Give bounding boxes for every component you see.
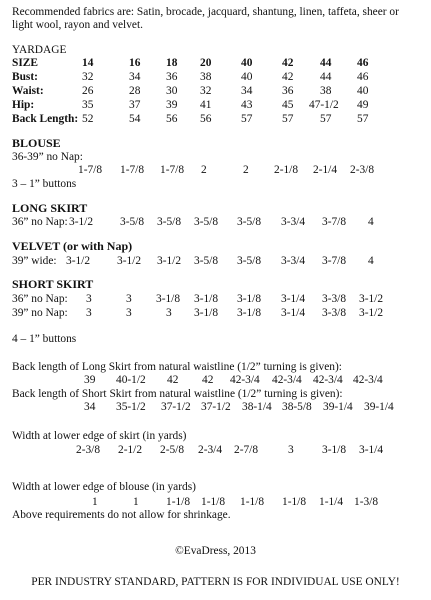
size-cell: 44 xyxy=(320,57,332,69)
velvet-cell: 3-5/8 xyxy=(237,255,262,267)
velvet-cell: 3-1/2 xyxy=(157,255,182,267)
width-skirt-row xyxy=(12,444,422,457)
back-short-cell: 37-1/2 xyxy=(201,401,231,413)
back-length-cell: 57 xyxy=(357,113,369,125)
waist-cell: 40 xyxy=(357,85,369,97)
yardage-title: YARDAGE xyxy=(12,44,67,56)
short-skirt-cell: 3 xyxy=(86,293,92,305)
blouse-cell: 1-7/8 xyxy=(78,164,103,176)
blouse-buttons: 3 – 1” buttons xyxy=(12,178,77,190)
copyright: ©EvaDress, 2013 xyxy=(175,545,256,557)
hip-cell: 39 xyxy=(166,99,178,111)
long-skirt-cell: 3-5/8 xyxy=(237,216,262,228)
waist-cell: 34 xyxy=(241,85,253,97)
velvet-cell: 3-1/2 xyxy=(66,255,91,267)
width-skirt-cell: 2-7/8 xyxy=(234,444,259,456)
shrinkage-note: Above requirements do not allow for shrinkage. xyxy=(12,509,231,521)
bust-cell: 34 xyxy=(129,71,141,83)
long-skirt-heading: LONG SKIRT xyxy=(12,201,88,215)
blouse-cell: 1-7/8 xyxy=(120,164,145,176)
bust-cell: 42 xyxy=(282,71,294,83)
short-skirt-cell: 3 xyxy=(126,293,132,305)
back-short-cell: 37-1/2 xyxy=(161,401,191,413)
back-long-cell: 40-1/2 xyxy=(116,374,146,386)
width-skirt-cell: 2-1/2 xyxy=(118,444,143,456)
back-long-cell: 42-3/4 xyxy=(353,374,383,386)
bust-row xyxy=(12,71,422,84)
velvet-cell: 4 xyxy=(368,255,374,267)
short-skirt-cell: 3 xyxy=(166,307,172,319)
back-short-cell: 39-1/4 xyxy=(323,401,353,413)
hip-cell: 49 xyxy=(357,99,369,111)
bust-cell: 36 xyxy=(166,71,178,83)
blouse-cell: 2 xyxy=(201,164,207,176)
width-blouse-cell: 1 xyxy=(133,496,139,508)
blouse-cell: 2-3/8 xyxy=(350,164,375,176)
bust-cell: 32 xyxy=(82,71,94,83)
size-cell: 14 xyxy=(82,57,94,69)
blouse-cell: 2 xyxy=(243,164,249,176)
width-blouse-text: Width at lower edge of blouse (in yards) xyxy=(12,481,196,493)
back-long-cell: 42 xyxy=(167,374,179,386)
short-skirt-cell: 3 xyxy=(126,307,132,319)
short-skirt-cell: 3-1/2 xyxy=(359,293,384,305)
hip-label: Hip: xyxy=(12,99,35,111)
short-skirt-cell: 3-1/8 xyxy=(194,307,219,319)
waist-cell: 30 xyxy=(166,85,178,97)
back-length-cell: 57 xyxy=(320,113,332,125)
short-skirt-cell: 3-1/8 xyxy=(237,307,262,319)
blouse-cell: 1-7/8 xyxy=(160,164,185,176)
velvet-row xyxy=(12,255,422,268)
width-blouse-cell: 1-1/4 xyxy=(319,496,344,508)
bust-cell: 40 xyxy=(241,71,253,83)
velvet-cell: 3-3/4 xyxy=(281,255,306,267)
width-skirt-text: Width at lower edge of skirt (in yards) xyxy=(12,430,187,442)
blouse-values-row xyxy=(12,164,422,177)
back-length-cell: 54 xyxy=(129,113,141,125)
blouse-cell: 2-1/4 xyxy=(313,164,338,176)
usage-notice: PER INDUSTRY STANDARD, PATTERN IS FOR INDIVIDUAL USE ONLY! xyxy=(31,576,400,588)
hip-cell: 47-1/2 xyxy=(309,99,339,111)
blouse-cell: 2-1/8 xyxy=(274,164,299,176)
back-short-cell: 34 xyxy=(84,401,96,413)
long-skirt-cell: 3-5/8 xyxy=(120,216,145,228)
short-skirt-cell: 3-3/8 xyxy=(322,307,347,319)
back-short-row xyxy=(12,401,422,414)
width-skirt-cell: 2-3/8 xyxy=(76,444,101,456)
waist-cell: 32 xyxy=(200,85,212,97)
size-cell: 16 xyxy=(129,57,141,69)
back-long-cell: 42-3/4 xyxy=(313,374,343,386)
back-length-row xyxy=(12,113,422,126)
back-short-cell: 39-1/4 xyxy=(364,401,394,413)
waist-cell: 26 xyxy=(82,85,94,97)
back-short-text: Back length of Short Skirt from natural waistline (1/2” turning is given): xyxy=(12,388,343,400)
back-length-cell: 52 xyxy=(82,113,94,125)
bust-label: Bust: xyxy=(12,71,38,83)
short-skirt-label: 39” no Nap: xyxy=(12,307,68,319)
back-long-row xyxy=(12,374,422,387)
bust-cell: 44 xyxy=(320,71,332,83)
back-length-cell: 56 xyxy=(166,113,178,125)
velvet-heading: VELVET (or with Nap) xyxy=(12,239,133,253)
hip-row xyxy=(12,99,422,112)
long-skirt-row xyxy=(12,216,422,229)
back-long-cell: 39 xyxy=(84,374,96,386)
velvet-cell: 3-5/8 xyxy=(194,255,219,267)
waist-cell: 36 xyxy=(282,85,294,97)
size-cell: 46 xyxy=(357,57,369,69)
bust-cell: 38 xyxy=(200,71,212,83)
hip-cell: 41 xyxy=(200,99,212,111)
width-skirt-cell: 3-1/8 xyxy=(322,444,347,456)
back-length-label: Back Length: xyxy=(12,113,79,125)
velvet-cell: 3-1/2 xyxy=(117,255,142,267)
width-blouse-row xyxy=(12,496,422,509)
long-skirt-label: 36” no Nap: xyxy=(12,216,68,228)
short-skirt-row xyxy=(12,307,422,320)
back-short-cell: 38-1/4 xyxy=(242,401,272,413)
width-blouse-cell: 1-3/8 xyxy=(354,496,379,508)
velvet-cell: 3-7/8 xyxy=(322,255,347,267)
width-skirt-cell: 3-1/4 xyxy=(359,444,384,456)
blouse-heading: BLOUSE xyxy=(12,136,61,150)
short-skirt-heading: SHORT SKIRT xyxy=(12,277,94,291)
width-blouse-cell: 1 xyxy=(92,496,98,508)
back-short-cell: 38-5/8 xyxy=(282,401,312,413)
width-blouse-cell: 1-1/8 xyxy=(166,496,191,508)
back-length-cell: 57 xyxy=(282,113,294,125)
long-skirt-cell: 3-5/8 xyxy=(157,216,182,228)
waist-label: Waist: xyxy=(12,85,44,97)
width-skirt-cell: 2-3/4 xyxy=(198,444,223,456)
short-skirt-row xyxy=(12,293,422,306)
size-cell: 18 xyxy=(166,57,178,69)
long-skirt-cell: 3-1/2 xyxy=(69,216,94,228)
waist-row xyxy=(12,85,422,98)
short-skirt-cell: 3-1/4 xyxy=(281,293,306,305)
width-blouse-cell: 1-1/8 xyxy=(240,496,265,508)
back-length-cell: 57 xyxy=(241,113,253,125)
size-row xyxy=(12,57,422,70)
short-skirt-buttons: 4 – 1” buttons xyxy=(12,333,77,345)
long-skirt-cell: 4 xyxy=(368,216,374,228)
width-blouse-cell: 1-1/8 xyxy=(201,496,226,508)
waist-cell: 28 xyxy=(129,85,141,97)
width-skirt-cell: 3 xyxy=(288,444,294,456)
hip-cell: 37 xyxy=(129,99,141,111)
short-skirt-cell: 3-3/8 xyxy=(322,293,347,305)
short-skirt-label: 36” no Nap: xyxy=(12,293,68,305)
back-long-cell: 42-3/4 xyxy=(272,374,302,386)
hip-cell: 35 xyxy=(82,99,94,111)
back-long-cell: 42-3/4 xyxy=(230,374,260,386)
back-short-cell: 35-1/2 xyxy=(116,401,146,413)
back-length-cell: 56 xyxy=(200,113,212,125)
short-skirt-cell: 3-1/4 xyxy=(281,307,306,319)
back-long-cell: 42 xyxy=(202,374,214,386)
size-cell: 40 xyxy=(241,57,253,69)
long-skirt-cell: 3-7/8 xyxy=(322,216,347,228)
size-cell: 20 xyxy=(200,57,212,69)
width-blouse-cell: 1-1/8 xyxy=(282,496,307,508)
short-skirt-cell: 3-1/8 xyxy=(194,293,219,305)
size-cell: 42 xyxy=(282,57,294,69)
short-skirt-cell: 3 xyxy=(86,307,92,319)
hip-cell: 43 xyxy=(241,99,253,111)
intro-text: Recommended fabrics are: Satin, brocade, jacquard, shantung, linen, taffeta, sheer or light wool, rayon and velvet. xyxy=(12,6,399,31)
velvet-label: 39” wide: xyxy=(12,255,57,267)
size-label: SIZE xyxy=(12,57,38,69)
bust-cell: 46 xyxy=(357,71,369,83)
blouse-nap-label: 36-39” no Nap: xyxy=(12,151,83,163)
width-skirt-cell: 2-5/8 xyxy=(160,444,185,456)
back-long-text: Back length of Long Skirt from natural waistline (1/2” turning is given): xyxy=(12,361,342,373)
short-skirt-cell: 3-1/8 xyxy=(156,293,181,305)
short-skirt-cell: 3-1/2 xyxy=(359,307,384,319)
waist-cell: 38 xyxy=(320,85,332,97)
long-skirt-cell: 3-5/8 xyxy=(194,216,219,228)
short-skirt-cell: 3-1/8 xyxy=(237,293,262,305)
hip-cell: 45 xyxy=(282,99,294,111)
long-skirt-cell: 3-3/4 xyxy=(281,216,306,228)
